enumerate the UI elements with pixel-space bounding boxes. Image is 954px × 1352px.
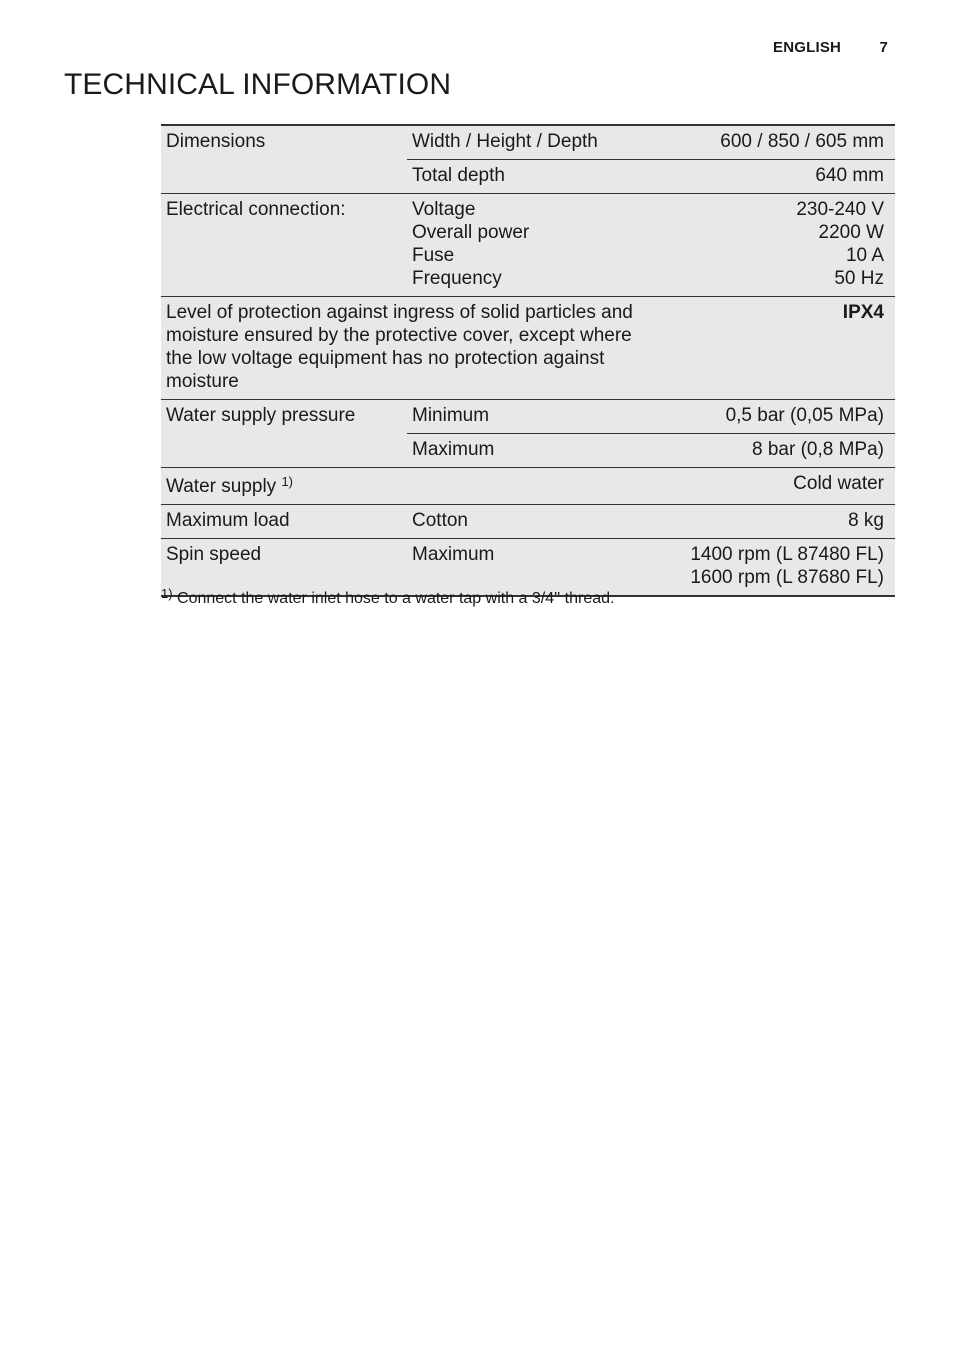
page-header <box>773 39 888 56</box>
page-number: 7 <box>879 39 888 56</box>
table-row-water-supply <box>161 468 895 505</box>
water-supply-sub-empty <box>407 468 668 505</box>
footnote <box>161 586 615 608</box>
electrical-val-frequency: 50 Hz <box>834 268 884 289</box>
electrical-val-fuse: 10 A <box>845 245 884 266</box>
dimensions-val-total-depth: 640 mm <box>668 160 895 194</box>
dimensions-sub-total-depth: Total depth <box>407 160 668 194</box>
protection-val: IPX4 <box>668 297 895 400</box>
footnote-text: Connect the water inlet hose to a water tap with a 3/4'' thread. <box>177 590 615 607</box>
pressure-sub-max: Maximum <box>407 434 668 468</box>
electrical-sub-power: Overall power <box>412 222 530 243</box>
pressure-val-max: 8 bar (0,8 MPa) <box>668 434 895 468</box>
dimensions-label: Dimensions <box>161 125 407 194</box>
spin-vals <box>668 539 895 597</box>
table-row-spin-speed <box>161 539 895 597</box>
table-row-dimensions-1 <box>161 125 895 160</box>
electrical-label: Electrical connection: <box>161 194 407 297</box>
pressure-sub-min: Minimum <box>407 400 668 434</box>
water-supply-val: Cold water <box>668 468 895 505</box>
technical-info-table <box>161 124 895 597</box>
spin-sub: Maximum <box>407 539 668 597</box>
electrical-val-power: 2200 W <box>818 222 884 243</box>
protection-label: Level of protection against ingress of solid particles and moisture ensured by the protective cover, except where the low voltage equipment has no protection against moisture <box>161 297 668 400</box>
electrical-sub-fuse: Fuse <box>412 245 455 266</box>
load-val: 8 kg <box>668 505 895 539</box>
electrical-val-voltage: 230-240 V <box>796 199 884 220</box>
header-language: ENGLISH <box>773 39 842 56</box>
table-row-pressure-1 <box>161 400 895 434</box>
table-row-max-load <box>161 505 895 539</box>
electrical-sub-voltage: Voltage <box>412 199 476 220</box>
pressure-val-min: 0,5 bar (0,05 MPa) <box>668 400 895 434</box>
electrical-sub-frequency: Frequency <box>412 268 502 289</box>
electrical-vals <box>668 194 895 297</box>
load-sub: Cotton <box>407 505 668 539</box>
dimensions-val-whd: 600 / 850 / 605 mm <box>668 125 895 160</box>
spin-val-1600: 1600 rpm (L 87680 FL) <box>690 567 884 588</box>
water-supply-footnote-ref: 1) <box>281 474 294 489</box>
water-supply-cell <box>161 468 407 505</box>
pressure-label: Water supply pressure <box>161 400 407 468</box>
spin-val-1400: 1400 rpm (L 87480 FL) <box>690 544 884 565</box>
load-label: Maximum load <box>161 505 407 539</box>
table-row-electrical <box>161 194 895 297</box>
footnote-marker: 1) <box>161 586 173 601</box>
page-title: TECHNICAL INFORMATION <box>64 68 452 101</box>
dimensions-sub-whd: Width / Height / Depth <box>407 125 668 160</box>
electrical-subs <box>407 194 668 297</box>
spin-label: Spin speed <box>161 539 407 597</box>
water-supply-label: Water supply <box>166 476 277 497</box>
table-row-protection <box>161 297 895 400</box>
